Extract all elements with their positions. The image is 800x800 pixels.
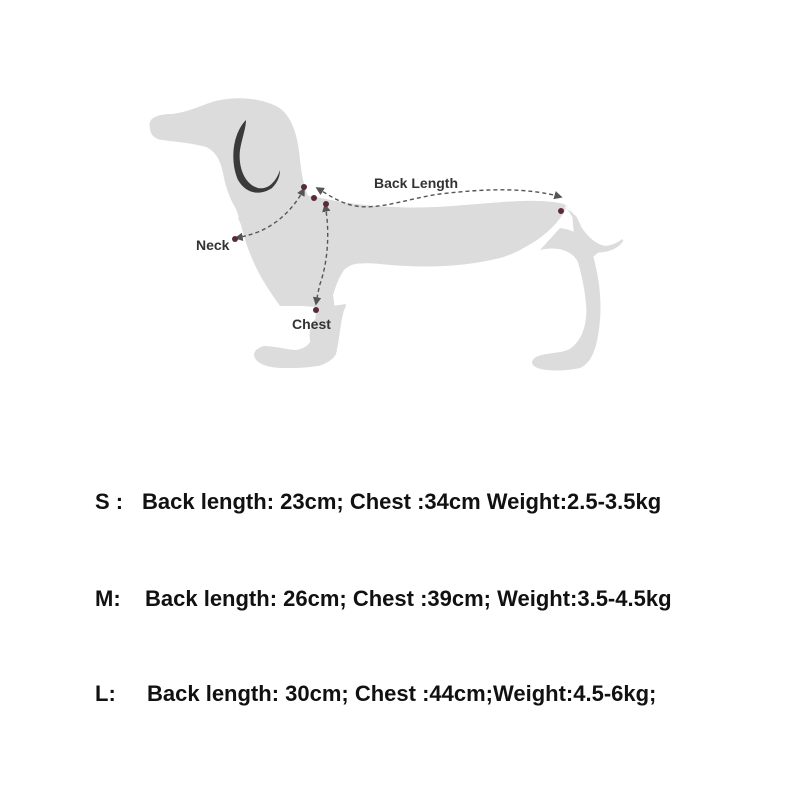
chest-bottom-marker	[313, 307, 319, 313]
size-description: Back length: 30cm; Chest :44cm;Weight:4.5-6kg;	[147, 681, 657, 706]
size-description: Back length: 23cm; Chest :34cm Weight:2.5-3.5kg	[142, 489, 662, 514]
neck-marker	[232, 236, 238, 242]
size-code: L:	[95, 681, 116, 706]
dog-silhouette	[150, 98, 624, 370]
chest-top-marker	[323, 201, 329, 207]
chest-label: Chest	[292, 316, 331, 332]
size-code: S :	[95, 489, 124, 514]
back-end-marker	[558, 208, 564, 214]
dog-torso	[238, 196, 623, 369]
back-start-marker	[311, 195, 317, 201]
neck-label: Neck	[196, 237, 230, 253]
back-length-label: Back Length	[374, 175, 459, 191]
neck-top-marker	[301, 184, 307, 190]
size-code: M:	[95, 586, 121, 611]
size-description: Back length: 26cm; Chest :39cm; Weight:3.5-4.5kg	[145, 586, 672, 611]
